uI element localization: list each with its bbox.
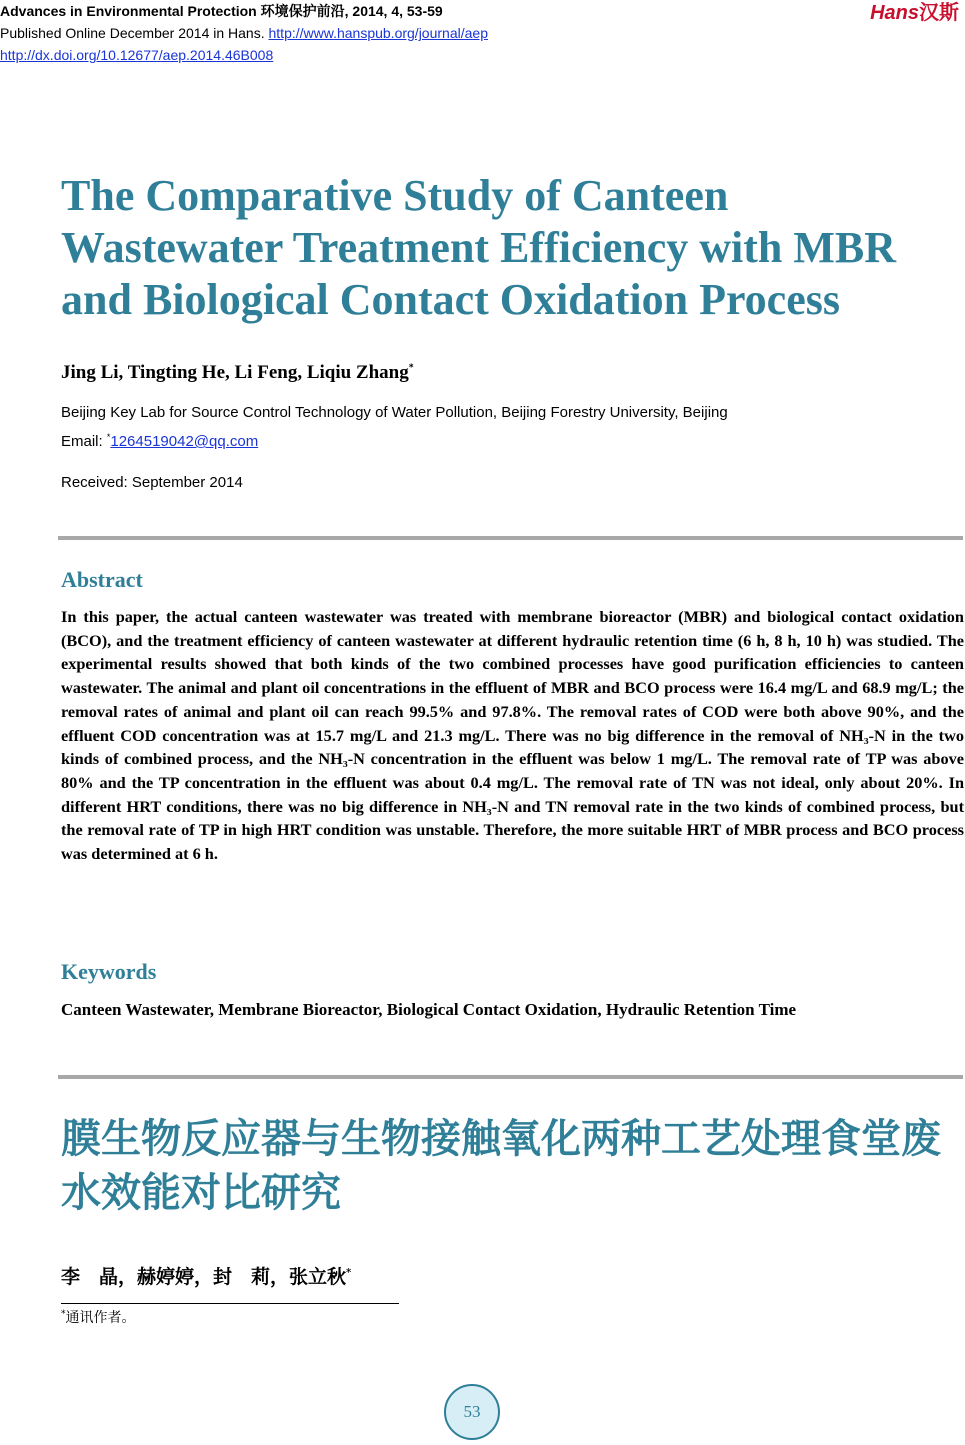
author-names: Jing Li, Tingting He, Li Feng, Liqiu Zhang xyxy=(61,362,409,383)
footnote-mark: * xyxy=(61,1309,66,1320)
footnote-rule xyxy=(61,1303,399,1304)
received-date: Received: September 2014 xyxy=(61,474,243,491)
published-text: Published Online December 2014 in Hans. xyxy=(0,25,269,41)
section-divider-top xyxy=(58,536,963,540)
published-line xyxy=(0,22,488,44)
email-label: Email: xyxy=(61,433,107,450)
section-divider-bottom xyxy=(58,1075,963,1079)
footnote xyxy=(61,1307,136,1327)
chinese-corresponding-mark: * xyxy=(346,1267,352,1279)
logo-text-en: Hans xyxy=(870,2,919,24)
email-line xyxy=(61,425,728,454)
chinese-author-list xyxy=(61,1262,351,1289)
email-mark: * xyxy=(106,432,111,442)
journal-name: Advances in Environmental Protection xyxy=(0,3,257,19)
keywords-text: Canteen Wastewater, Membrane Bioreactor, Biological Contact Oxidation, Hydraulic Retention Time xyxy=(61,1000,797,1019)
abstract-heading: Abstract xyxy=(61,567,143,592)
page-number: 53 xyxy=(444,1384,500,1440)
author-list xyxy=(61,362,414,384)
article-title: The Comparative Study of Canteen Wastewater Treatment Efficiency with MBR and Biological Contact Oxidation Process xyxy=(61,171,897,324)
journal-name-zh: 环境保护前沿 xyxy=(260,3,345,19)
journal-header xyxy=(0,0,488,66)
doi-link[interactable]: http://dx.doi.org/10.12677/aep.2014.46B008 xyxy=(0,47,274,63)
publisher-logo xyxy=(870,2,959,24)
chinese-title: 膜生物反应器与生物接触氧化两种工艺处理食堂废水效能对比研究 xyxy=(61,1116,941,1216)
journal-line xyxy=(0,0,488,22)
corresponding-mark: * xyxy=(408,362,414,374)
email-link[interactable]: 1264519042@qq.com xyxy=(110,433,259,450)
logo-text-zh: 汉斯 xyxy=(919,2,959,24)
abstract-text: In this paper, the actual canteen wastewater was treated with membrane bioreactor (MBR) and biological contact oxidation (BCO), and the treatment efficiency of canteen wastewater at different hydraulic retention time (6 h, 8 h, 10 h) was studied. The experimental results showed that both kinds of the two combined processes have good purification efficiencies to canteen wastewater. The animal and plant oil concentrations in the effluent of MBR and BCO process were 16.4 mg/L and 68.9 mg/L; the removal rates of animal and plant oil can reach 99.5% and 97.8%. The removal rates of COD were both above 90%, and the effluent COD concentration was at 15.7 mg/L and 21.3 mg/L. There was no big difference in the removal of NH₃-N in the two kinds of combined process, and the NH₃-N concentration in the effluent was below 1 mg/L. The removal rate of TP was above 80% and the TP concentration in the effluent was about 0.4 mg/L. The removal rate of TN was not ideal, only about 20%. In different HRT conditions, there was no big difference in NH₃-N and TN removal rate in the two kinds of combined process, but the removal rate of TP in high HRT condition was unstable. Therefore, the more suitable HRT of MBR process and BCO process was determined at 6 h. xyxy=(61,607,964,864)
affiliation: Beijing Key Lab for Source Control Technology of Water Pollution, Beijing Forestry University, Beijing xyxy=(61,404,728,421)
keywords-heading: Keywords xyxy=(61,959,157,984)
affiliation-block xyxy=(61,401,728,454)
chinese-author-names: 李 晶，赫婷婷，封 莉，张立秋 xyxy=(61,1266,347,1288)
journal-link[interactable]: http://www.hanspub.org/journal/aep xyxy=(268,25,488,41)
footnote-text: 通讯作者。 xyxy=(65,1310,136,1326)
journal-reference: , 2014, 4, 53-59 xyxy=(344,3,443,19)
